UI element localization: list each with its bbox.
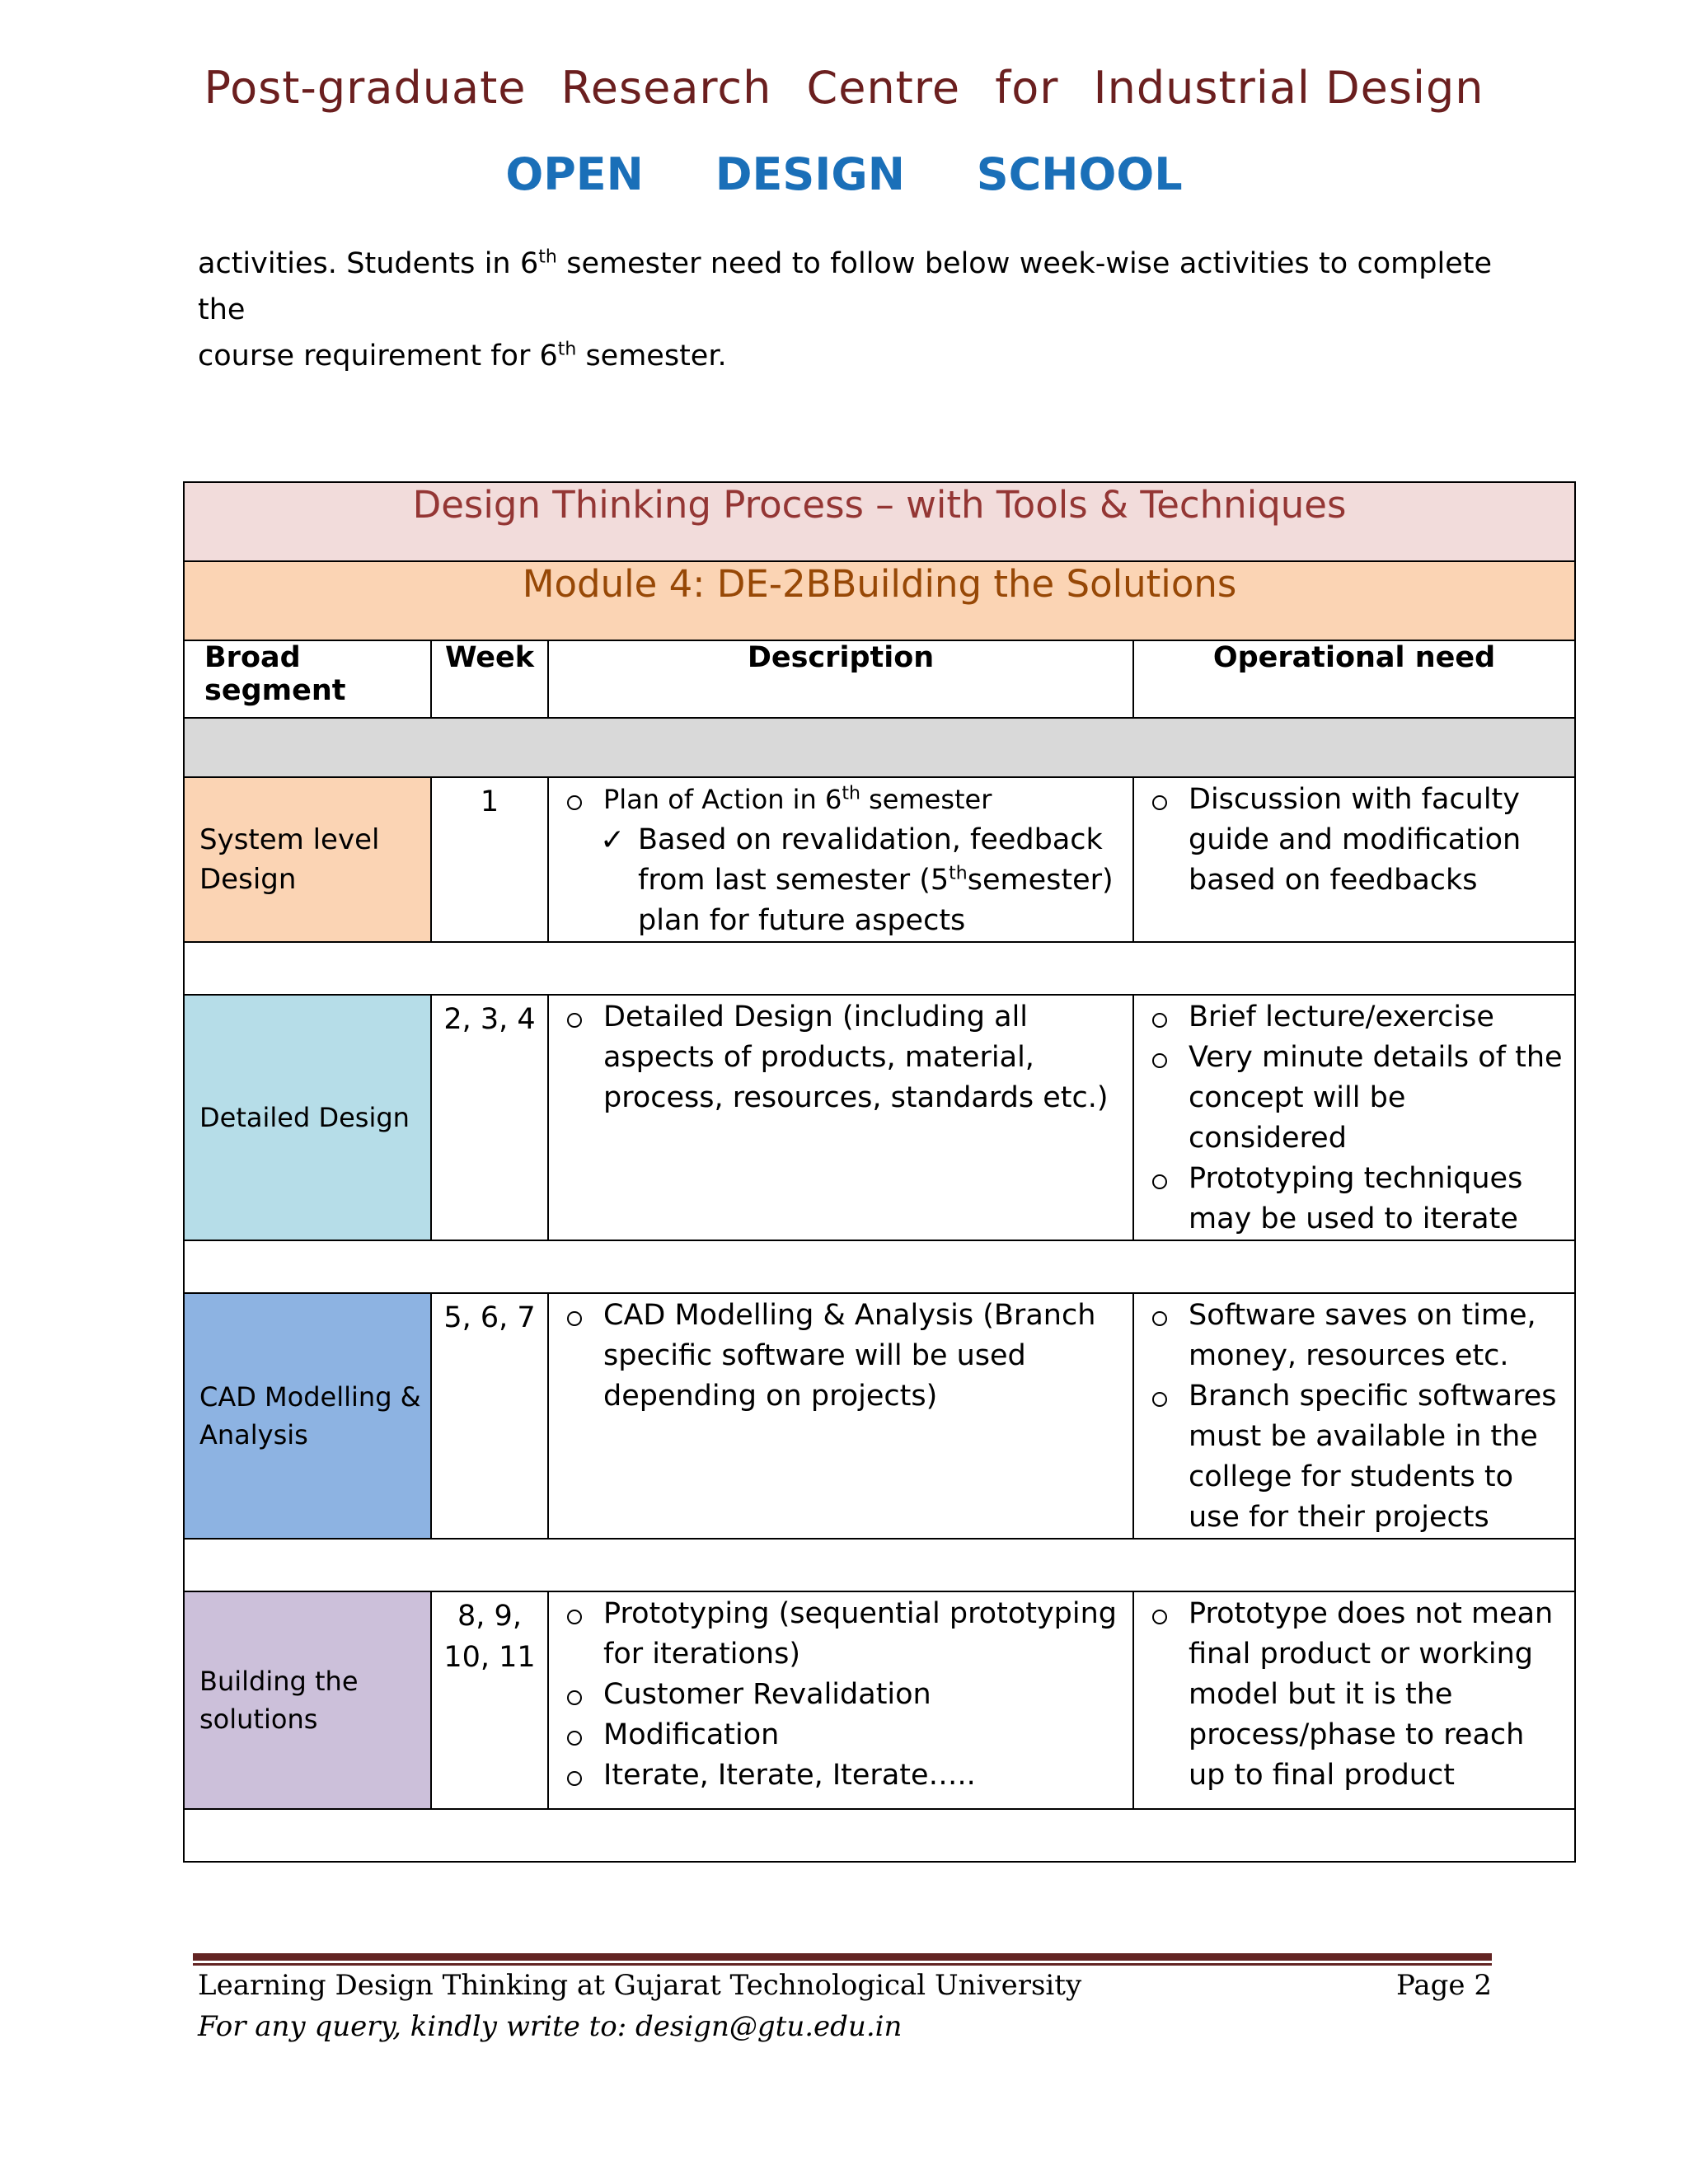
- header-title-word: Industrial Design: [1093, 62, 1484, 114]
- description-cell: [548, 777, 1133, 942]
- list-item: Customer Revalidation: [565, 1675, 1124, 1715]
- item-text: semester: [860, 784, 992, 815]
- list-item: [565, 780, 1124, 820]
- need-list: [1134, 997, 1574, 1240]
- intro-paragraph: [198, 241, 1492, 379]
- segment-cell: [184, 1293, 431, 1539]
- need-cell: [1133, 1293, 1575, 1539]
- description-cell: [548, 1293, 1133, 1539]
- segment-label: Building the solutions: [199, 1666, 359, 1735]
- description-list: [549, 780, 1132, 820]
- intro-text: semester need to follow below week-wise activities to complete the: [198, 247, 1492, 326]
- table-spacer-row: [184, 1240, 1575, 1293]
- list-item: Prototyping techniques may be used to iterate: [1151, 1159, 1566, 1240]
- week-cell: 2, 3, 4: [431, 995, 548, 1240]
- item-text: Plan of Action in 6: [603, 784, 842, 815]
- intro-sup: th: [538, 246, 557, 268]
- segment-label: CAD Modelling & Analysis: [199, 1381, 421, 1451]
- item-text: Based on revalidation, feedback from last semester (5: [638, 823, 1103, 897]
- week-cell: 5, 6, 7: [431, 1293, 548, 1539]
- list-item: Brief lecture/exercise: [1151, 997, 1566, 1038]
- list-item: Prototyping (sequential prototyping for iterations): [565, 1594, 1124, 1675]
- week-cell: 8, 9, 10, 11: [431, 1591, 548, 1809]
- header-title-word: for: [995, 62, 1059, 114]
- need-list: [1134, 1594, 1574, 1796]
- page-footer: [198, 1965, 1492, 2047]
- table-row: [184, 1293, 1575, 1539]
- list-item: Very minute details of the concept will be considered: [1151, 1038, 1566, 1159]
- table-row: [184, 777, 1575, 942]
- intro-sup: th: [557, 339, 577, 360]
- list-item: [595, 820, 1124, 941]
- week-cell: 1: [431, 777, 548, 942]
- need-cell: [1133, 777, 1575, 942]
- column-header: Description: [548, 640, 1133, 718]
- need-cell: [1133, 995, 1575, 1240]
- footer-university: Learning Design Thinking at Gujarat Technological University: [198, 1969, 1082, 2002]
- checklist: [549, 820, 1132, 941]
- intro-text: activities. Students in 6: [198, 247, 539, 280]
- table-gray-row: [184, 718, 1575, 777]
- table-module-title: Module 4: DE-2BBuilding the Solutions: [184, 561, 1575, 640]
- column-header: Operational need: [1133, 640, 1575, 718]
- table-header-row: [184, 640, 1575, 718]
- gray-cell: [184, 718, 1575, 777]
- need-list: [1134, 780, 1574, 901]
- list-item: Prototype does not mean final product or working model but it is the process/phase to reach up to final product: [1151, 1594, 1566, 1796]
- header-title-word: Research: [560, 62, 772, 114]
- column-header: Broad segment: [184, 640, 431, 718]
- list-item: Branch specific softwares must be available in the college for students to use for their projects: [1151, 1376, 1566, 1538]
- footer-row: [198, 1965, 1492, 2006]
- intro-text: semester.: [576, 340, 727, 373]
- page-header-title: [0, 62, 1688, 114]
- list-item: CAD Modelling & Analysis (Branch specific software will be used depending on projects): [565, 1296, 1124, 1417]
- header-title-word: Post-graduate: [204, 62, 527, 114]
- spacer-cell: [184, 942, 1575, 995]
- column-header: Week: [431, 640, 548, 718]
- list-item: Detailed Design (including all aspects of products, material, process, resources, standards etc.): [565, 997, 1124, 1118]
- spacer-cell: [184, 1809, 1575, 1862]
- spacer-cell: [184, 1240, 1575, 1293]
- table-spacer-row: [184, 1809, 1575, 1862]
- intro-line: [198, 333, 1492, 379]
- segment-cell: [184, 995, 431, 1240]
- header-sub-word: OPEN: [505, 148, 644, 200]
- description-cell: [548, 1591, 1133, 1809]
- description-cell: [548, 995, 1133, 1240]
- table-spacer-row: [184, 1539, 1575, 1591]
- intro-text: course requirement for 6: [198, 340, 558, 373]
- item-sup: th: [842, 783, 860, 804]
- segment-cell: [184, 1591, 431, 1809]
- header-sub-word: DESIGN: [715, 148, 905, 200]
- header-sub-word: SCHOOL: [976, 148, 1183, 200]
- segment-cell: [184, 777, 431, 942]
- table-title: Design Thinking Process – with Tools & Techniques: [184, 482, 1575, 561]
- header-title-word: Centre: [806, 62, 961, 114]
- segment-label: System level Design: [199, 823, 380, 896]
- activity-table: [183, 481, 1576, 1863]
- need-list: [1134, 1296, 1574, 1538]
- description-list: [549, 1296, 1132, 1417]
- item-text: semester) plan for future aspects: [638, 864, 1114, 937]
- footer-rule: [193, 1953, 1492, 1961]
- page-header-subtitle: [0, 148, 1688, 200]
- list-item: Modification: [565, 1715, 1124, 1755]
- list-item: Software saves on time, money, resources etc.: [1151, 1296, 1566, 1376]
- need-cell: [1133, 1591, 1575, 1809]
- table-title-row: [184, 482, 1575, 561]
- footer-query: For any query, kindly write to: design@gtu.edu.in: [198, 2010, 903, 2043]
- list-item: Iterate, Iterate, Iterate…..: [565, 1755, 1124, 1796]
- checkmark-icon: ✓: [600, 823, 626, 857]
- page-number: Page 2: [1396, 1969, 1492, 2002]
- description-list: [549, 1594, 1132, 1796]
- description-list: [549, 997, 1132, 1118]
- table-row: [184, 995, 1575, 1240]
- spacer-cell: [184, 1539, 1575, 1591]
- list-item: Discussion with faculty guide and modification based on feedbacks: [1151, 780, 1566, 901]
- intro-line: [198, 241, 1492, 333]
- table-module-row: [184, 561, 1575, 640]
- table-spacer-row: [184, 942, 1575, 995]
- table-row: [184, 1591, 1575, 1809]
- item-sup: th: [949, 863, 968, 884]
- segment-label: Detailed Design: [199, 1102, 410, 1133]
